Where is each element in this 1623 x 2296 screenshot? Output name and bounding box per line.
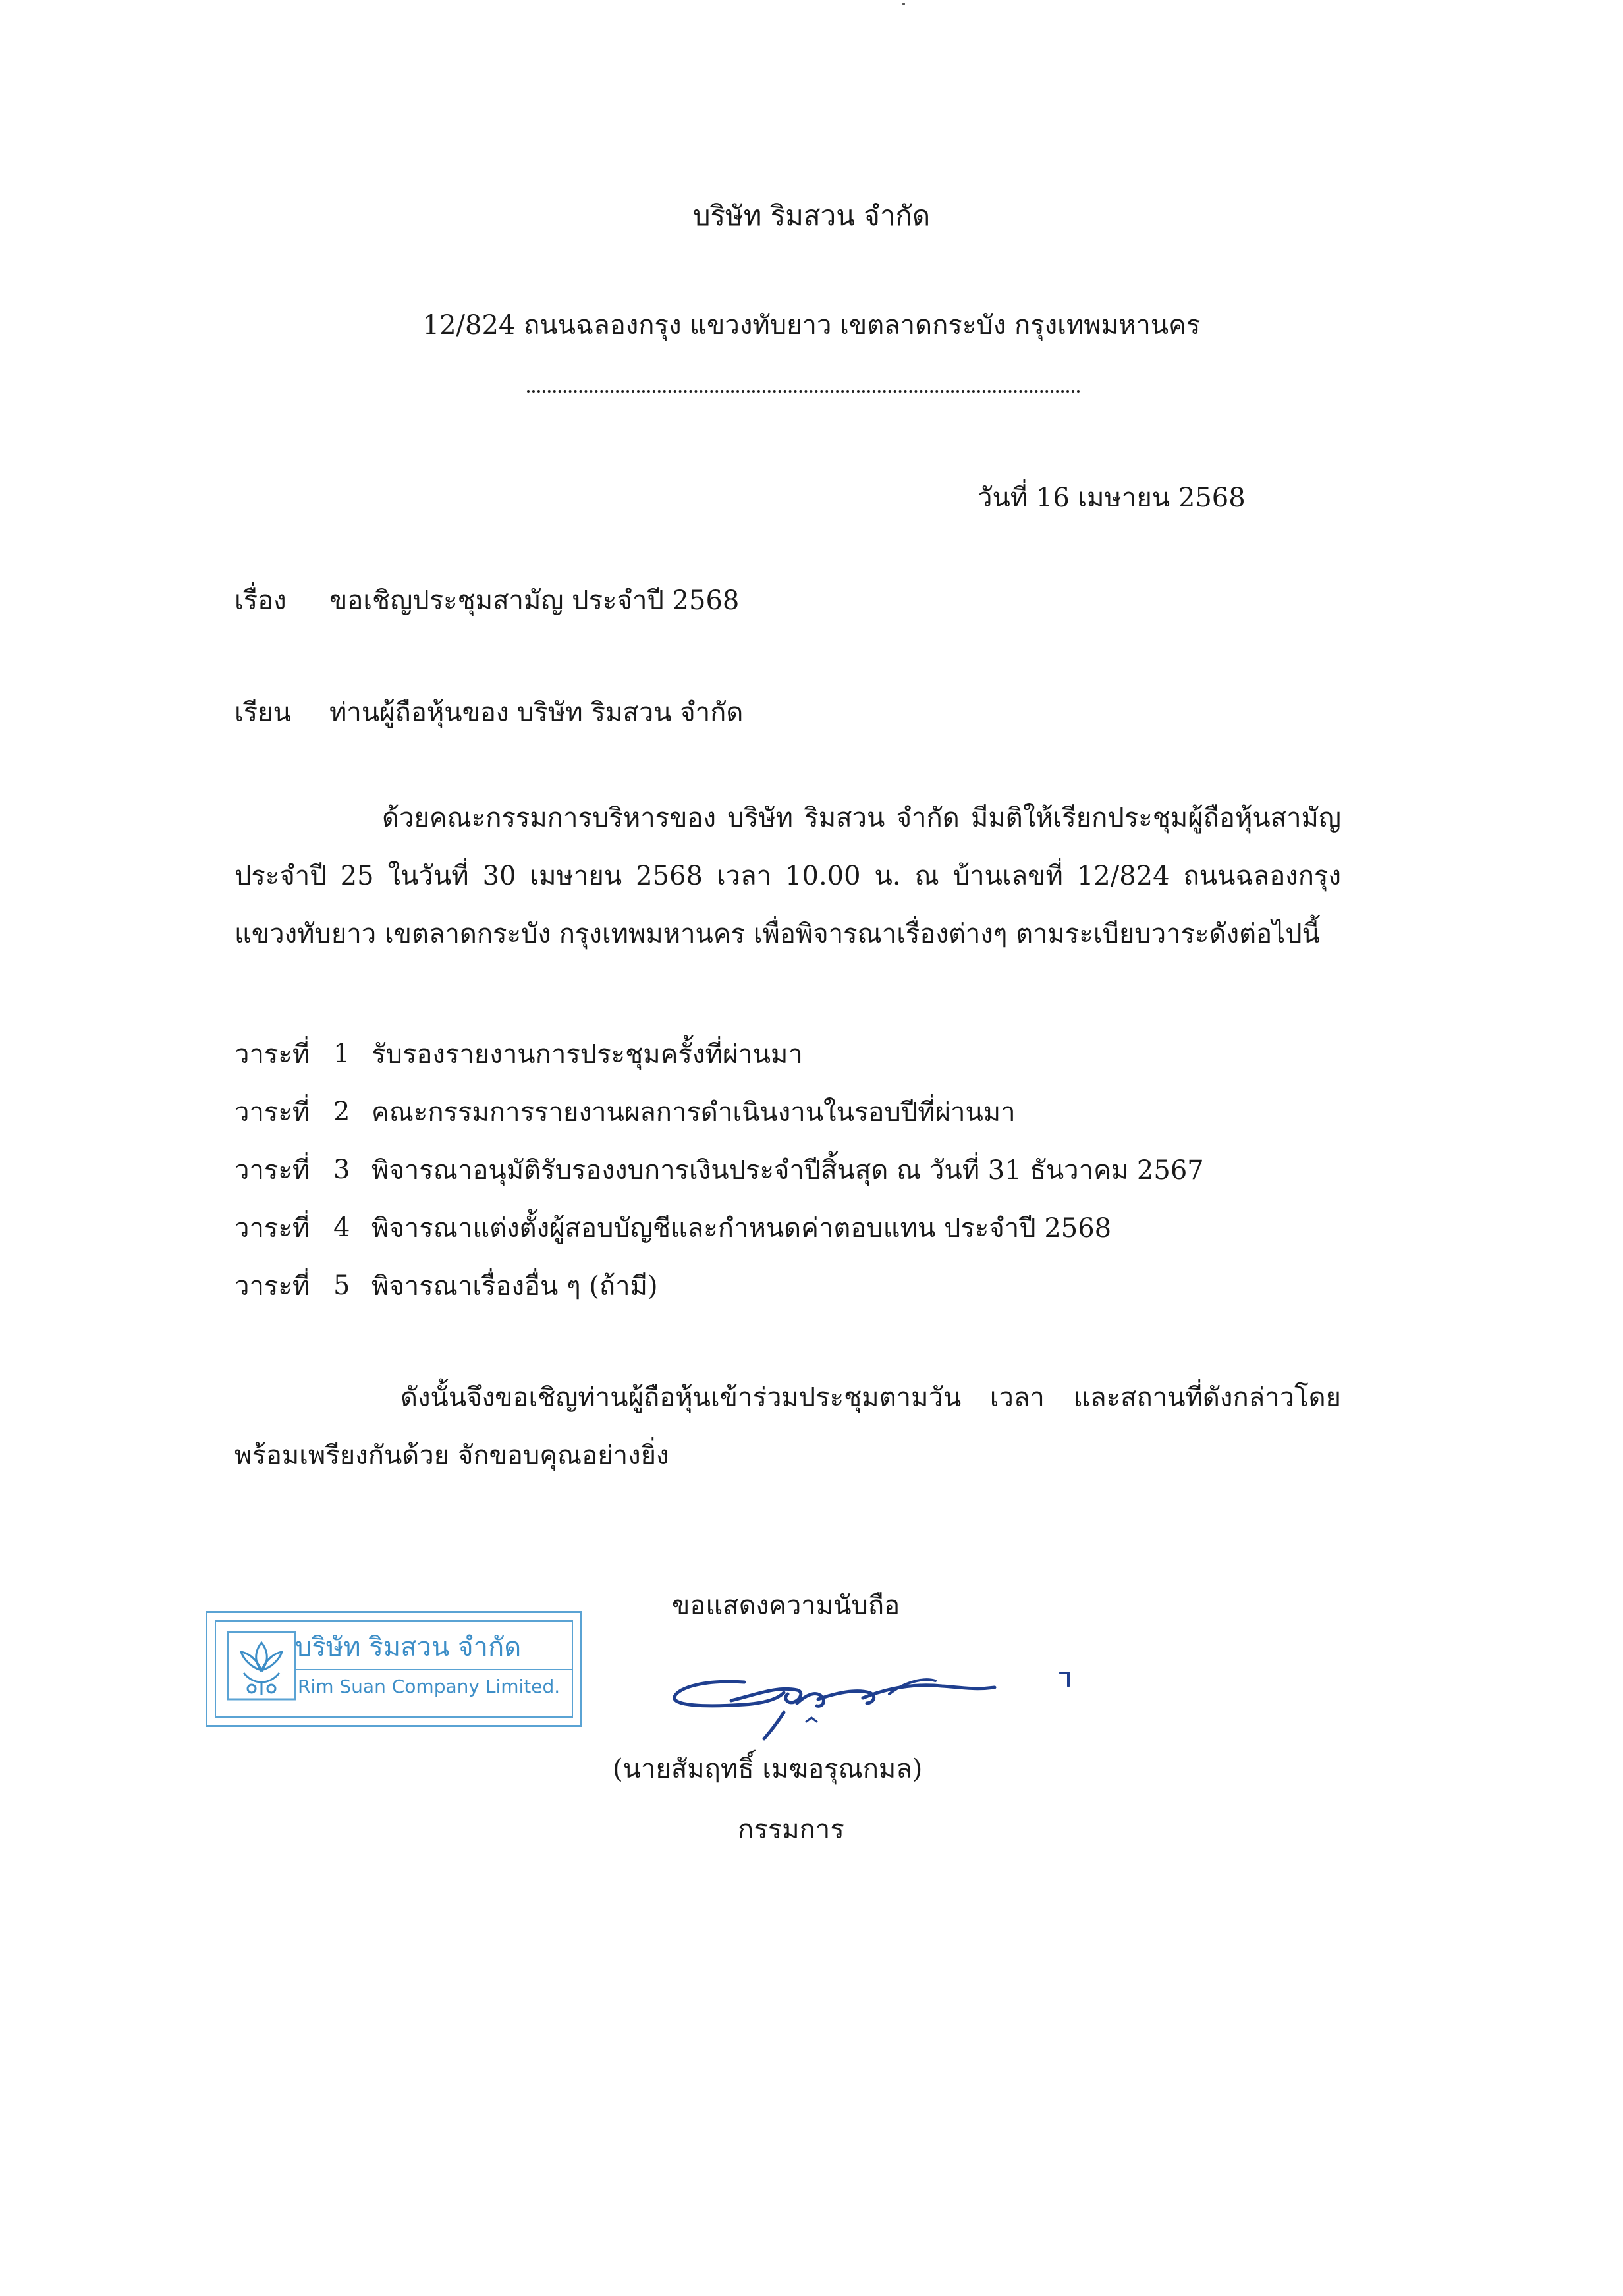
- signatory-position: กรรมการ: [738, 1815, 844, 1845]
- agenda-number: 3: [333, 1155, 350, 1185]
- dotted-divider: [527, 390, 1080, 393]
- stamp-english-name: Rim Suan Company Limited.: [298, 1676, 561, 1697]
- agenda-item: [234, 1257, 1354, 1315]
- stamp-thai-name: บริษัท ริมสวน จำกัด: [295, 1632, 522, 1662]
- body-paragraph: ด้วยคณะกรรมการบริหารของ บริษัท ริมสวน จำกัด มีมติให้เรียกประชุมผู้ถือหุ้นสามัญประจำปี 25 ในวันที่ 30 เมษายน 2568 เวลา 10.00 น. ณ บ้านเลขที่ 12/824 ถนนฉลองกรุง แขวงทับยาว เขตลาดกระบัง กรุงเทพมหานคร เพื่อพิจารณาเรื่องต่างๆ ตามระเบียบวาระดังต่อไปนี้: [234, 803, 1341, 949]
- agenda-item: [234, 1141, 1354, 1199]
- agenda-label: วาระที่: [234, 1155, 310, 1186]
- closing-paragraph: ดังนั้นจึงขอเชิญท่านผู้ถือหุ้นเข้าร่วมประชุมตามวัน เวลา และสถานที่ดังกล่าวโดยพร้อมเพรียงกันด้วย จักขอบคุณอย่างยิ่ง: [234, 1382, 1341, 1471]
- stamp-divider: [295, 1669, 572, 1670]
- recipient-text: ท่านผู้ถือหุ้นของ บริษัท ริมสวน จำกัด: [329, 697, 744, 728]
- lotus-logo-icon: [225, 1629, 298, 1702]
- agenda-item: [234, 1199, 1354, 1257]
- agenda-label: วาระที่: [234, 1213, 310, 1244]
- scan-speck: [902, 3, 905, 5]
- agenda-label: วาระที่: [234, 1271, 310, 1301]
- agenda-label: วาระที่: [234, 1097, 310, 1128]
- subject-text: ขอเชิญประชุมสามัญ ประจำปี 2568: [329, 586, 740, 616]
- agenda-number: 4: [333, 1213, 350, 1243]
- agenda-number: 5: [333, 1271, 350, 1301]
- agenda-text: พิจารณาแต่งตั้งผู้สอบบัญชีและกำหนดค่าตอบแทน ประจำปี 2568: [371, 1213, 1112, 1244]
- recipient-label: เรียน: [234, 697, 291, 728]
- agenda-text: พิจารณาอนุมัติรับรองงบการเงินประจำปีสิ้นสุด ณ วันที่ 31 ธันวาคม 2567: [371, 1155, 1204, 1186]
- letter-date: วันที่ 16 เมษายน 2568: [977, 483, 1246, 513]
- company-name: บริษัท ริมสวน จำกัด: [692, 200, 931, 232]
- agenda-label: วาระที่: [234, 1039, 310, 1070]
- agenda-text: พิจารณาเรื่องอื่น ๆ (ถ้ามี): [371, 1271, 658, 1301]
- agenda-text: คณะกรรมการรายงานผลการดำเนินงานในรอบปีที่ผ่านมา: [371, 1097, 1016, 1128]
- agenda-list: [234, 1025, 1354, 1315]
- signatory-name: (นายสัมฤทธิ์ เมฆอรุณกมล): [613, 1754, 923, 1784]
- agenda-number: 2: [333, 1097, 350, 1127]
- agenda-item: [234, 1083, 1354, 1141]
- agenda-number: 1: [333, 1039, 350, 1069]
- agenda-text: รับรองรายงานการประชุมครั้งที่ผ่านมา: [371, 1039, 803, 1070]
- handwritten-signature: [665, 1647, 1100, 1745]
- company-stamp: [206, 1611, 582, 1727]
- sign-off: ขอแสดงความนับถือ: [672, 1591, 900, 1621]
- subject-label: เรื่อง: [234, 586, 287, 616]
- company-address: 12/824 ถนนฉลองกรุง แขวงทับยาว เขตลาดกระบัง กรุงเทพมหานคร: [422, 310, 1201, 341]
- agenda-item: [234, 1025, 1354, 1083]
